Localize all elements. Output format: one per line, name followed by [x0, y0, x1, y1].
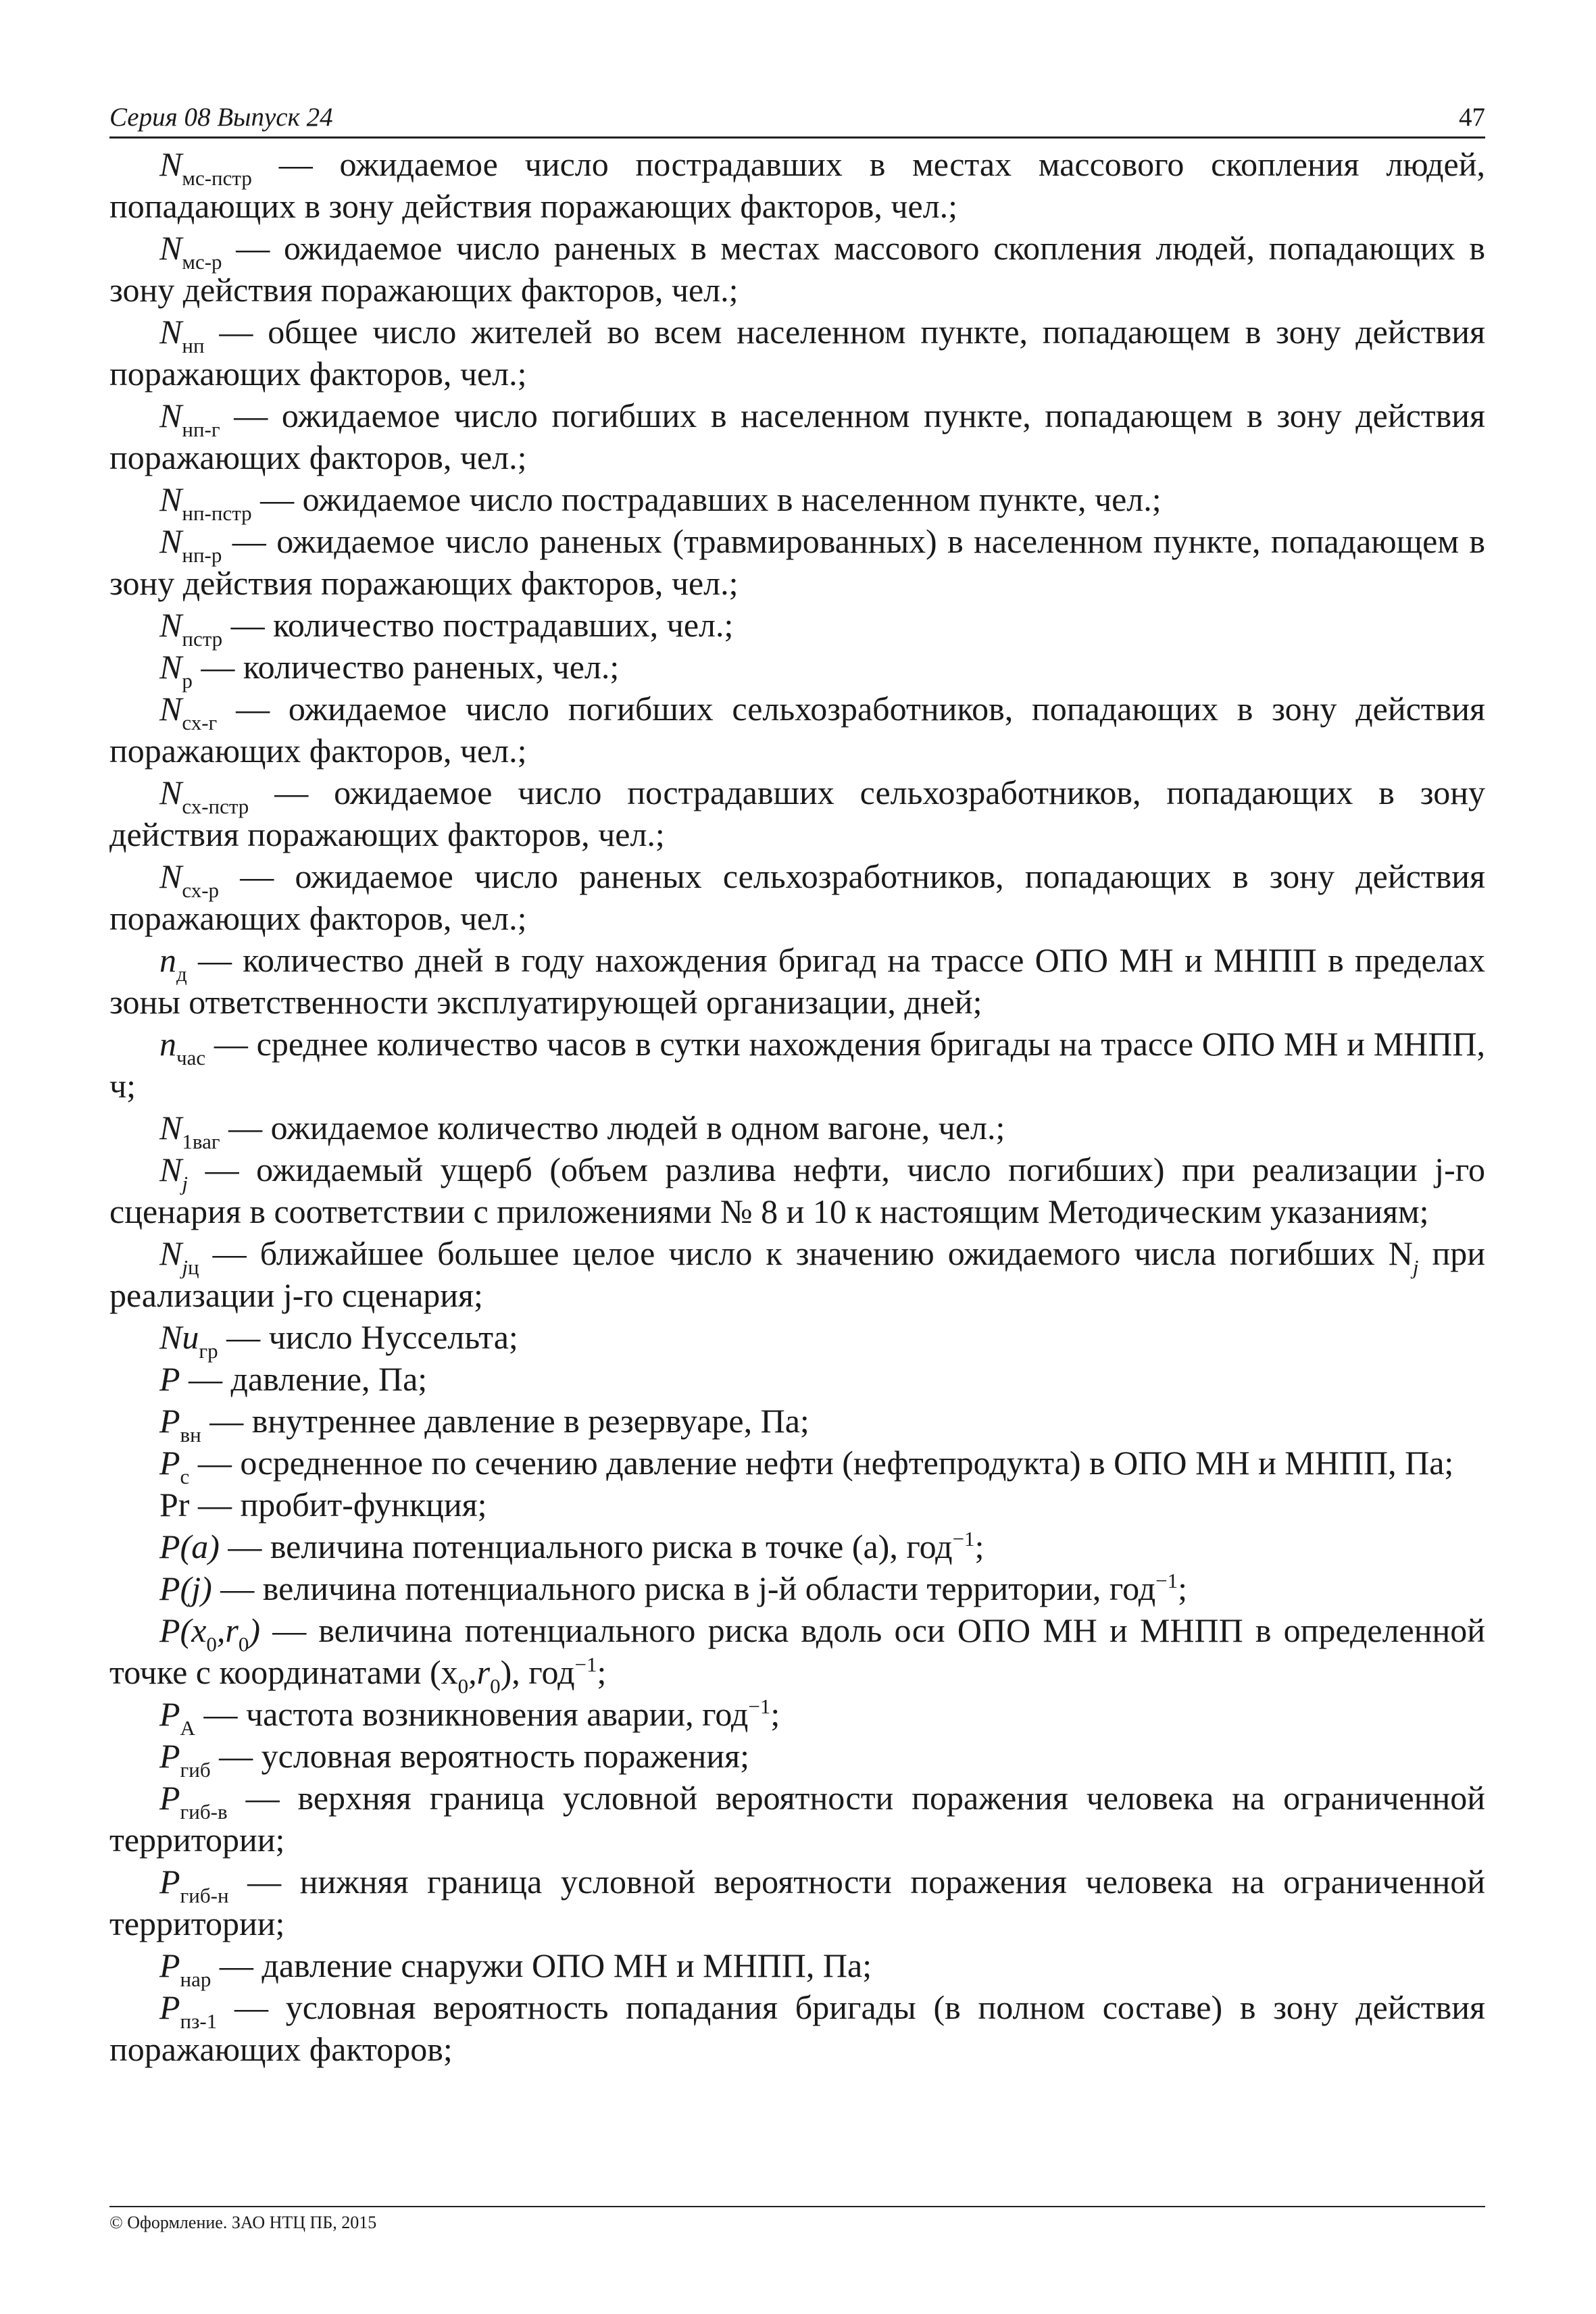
definition-item: $N_j$ — ожидаемый ущерб (объем разлива нефти, число погибших) при реализации j-го сценария в соответствии с приложениями № 8 и 10 к настоящим Методическим указаниям; — [109, 1151, 1485, 1230]
definition-item: $N_р$ — количество раненых, чел.; — [159, 648, 620, 693]
definition-item: P — давление, Па; — [159, 1360, 428, 1398]
definition-item: $N_{нп-пстр}$ — ожидаемое число пострадавших в населенном пункте, чел.; — [159, 480, 1162, 525]
definition-item: $N_{нп-р}$ — ожидаемое число раненых (травмированных) в населенном пункте, попадающем в зону действия поражающих факторов, чел.; — [109, 522, 1485, 602]
page-header — [109, 95, 1485, 139]
definition-item: $P_{вн}$ — внутреннее давление в резервуаре, Па; — [159, 1402, 809, 1447]
symbol: $N_{сх-р}$ — [159, 857, 220, 902]
definition-item: $P_А$ — частота возникновения аварии, год$^{-1}$; — [159, 1694, 780, 1740]
series-title: Серия 08 Выпуск 24 — [109, 103, 333, 132]
definition-item: $P_{гиб-в}$ — верхняя граница условной вероятности поражения человека на ограниченной территории; — [109, 1779, 1486, 1859]
symbol: $n_д$ — [159, 941, 187, 986]
symbol: $N_{нп-пстр}$ — [159, 480, 252, 525]
symbol: $P_А$ — [159, 1695, 195, 1740]
definition-item: $P_{гиб}$ — условная вероятность поражения; — [159, 1737, 750, 1782]
symbol: $N_{сх-пстр}$ — [159, 774, 249, 818]
symbol: $P_{гиб}$ — [159, 1737, 211, 1782]
symbol: P(j) — [159, 1569, 212, 1607]
symbol: $N_{пстр}$ — [159, 606, 223, 651]
symbol: $N_{нп-р}$ — [159, 522, 222, 567]
definition-item: $N_{пстр}$ — количество пострадавших, чел.; — [159, 606, 734, 651]
definition-item: Pr — пробит-функция; — [159, 1486, 487, 1524]
definition-item: $N_{мс-пстр}$ — ожидаемое число пострадавших в местах массового скопления людей, попадающих в зону действия поражающих факторов, чел.; — [109, 145, 1486, 225]
definition-item: $N_{нп-г}$ — ожидаемое число погибших в населенном пункте, попадающем в зону действия поражающих факторов, чел.; — [109, 397, 1486, 476]
definition-item: $N_{мс-р}$ — ожидаемое число раненых в местах массового скопления людей, попадающих в зону действия поражающих факторов, чел.; — [109, 229, 1485, 309]
symbol: $P_{гиб-н}$ — [159, 1863, 229, 1907]
symbol: P(a) — [159, 1528, 220, 1565]
page-number: 47 — [1459, 103, 1485, 132]
symbol: $N_{мс-р}$ — [159, 229, 222, 274]
symbol: $P_{гиб-в}$ — [159, 1779, 228, 1823]
definition-item: P(j) — величина потенциального риска в j-й области территории, год$^{-1}$; — [159, 1569, 1188, 1607]
definition-item: $P_с$ — осредненное по сечению давление нефти (нефтепродукта) в ОПО МН и МНПП, Па; — [159, 1444, 1454, 1488]
definition-item: $N_{1ваг}$ — ожидаемое количество людей в одном вагоне, чел.; — [159, 1109, 1005, 1153]
symbol: $N_j$ — [159, 1151, 188, 1195]
symbol: $N_{сх-г}$ — [159, 690, 218, 734]
definition-item: $N_{сх-пстр}$ — ожидаемое число пострадавших сельхозработников, попадающих в зону действия поражающих факторов, чел.; — [109, 774, 1486, 853]
definition-item: $N_{сх-р}$ — ожидаемое число раненых сельхозработников, попадающих в зону действия поражающих факторов, чел.; — [109, 857, 1486, 937]
symbol: $P_{нар}$ — [159, 1946, 211, 1991]
definition-item: $P_{гиб-н}$ — нижняя граница условной вероятности поражения человека на ограниченной территории; — [109, 1863, 1485, 1942]
symbol: $N_{нп-г}$ — [159, 397, 220, 441]
symbol: $N_{jц}$ — [159, 1234, 199, 1279]
symbol: $P_{пз-1}$ — [159, 1988, 218, 2033]
definition-item: $Nu_{гр}$ — число Нуссельта; — [159, 1318, 518, 1363]
definition-item: $N_{сх-г}$ — ожидаемое число погибших сельхозработников, попадающих в зону действия поражающих факторов, чел.; — [109, 690, 1485, 770]
definition-item: $P_{нар}$ — давление снаружи ОПО МН и МНПП, Па; — [159, 1946, 872, 1991]
symbol: $Nu_{гр}$ — [159, 1318, 218, 1363]
definition-item: $n_{час}$ — среднее количество часов в сутки нахождения бригады на трассе ОПО МН и МНПП, ч; — [109, 1025, 1486, 1105]
symbol: $P_с$ — [159, 1444, 190, 1488]
definition-item: $N_{jц}$ — ближайшее большее целое число к значению ожидаемого числа погибших $N_j$ при реализации j-го сценария; — [109, 1234, 1486, 1314]
symbol: $N_р$ — [159, 648, 193, 693]
symbol: P — [159, 1360, 180, 1398]
definition-item: $P(x_0,r_0)$ — величина потенциального риска вдоль оси ОПО МН и МНПП в определенной точке с координатами $(x_0,r_0)$, год$^{-1}$; — [109, 1611, 1486, 1698]
symbol: $P_{вн}$ — [159, 1402, 201, 1447]
definition-item: P(a) — величина потенциального риска в точке (a), год$^{-1}$; — [159, 1527, 984, 1565]
page-footer — [109, 2206, 1485, 2233]
symbol: $N_{нп}$ — [159, 313, 205, 357]
symbol: Pr — [159, 1486, 190, 1524]
definition-item: $n_д$ — количество дней в году нахождения бригад на трассе ОПО МН и МНПП в пределах зоны ответственности эксплуатирующей организации, дней; — [109, 941, 1486, 1021]
symbol: $N_{мс-пстр}$ — [159, 145, 252, 190]
symbol: $n_{час}$ — [159, 1025, 206, 1070]
symbol: $P(x_0,r_0)$ — [159, 1611, 261, 1656]
definition-item: $P_{пз-1}$ — условная вероятность попадания бригады (в полном составе) в зону действия поражающих факторов; — [109, 1988, 1485, 2068]
symbol: $N_{1ваг}$ — [159, 1109, 220, 1153]
definition-item: $N_{нп}$ — общее число жителей во всем населенном пункте, попадающем в зону действия поражающих факторов, чел.; — [109, 313, 1486, 393]
definitions-list — [109, 143, 1485, 2070]
copyright-text: © Оформление. ЗАО НТЦ ПБ, 2015 — [109, 2213, 377, 2232]
